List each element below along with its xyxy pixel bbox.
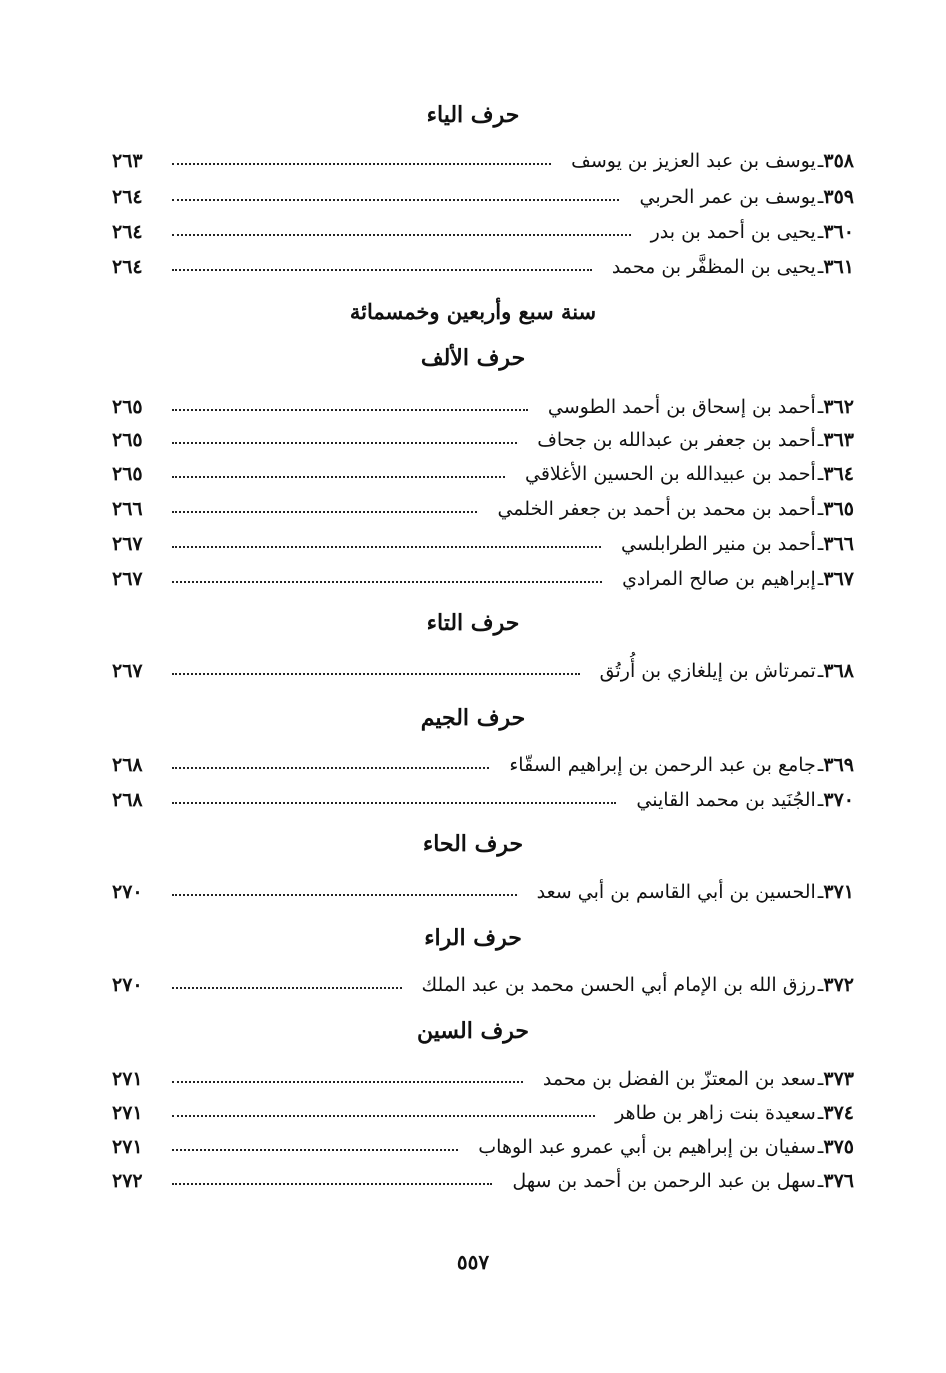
entry-page: ٢٦٤ [112, 186, 143, 208]
entry-separator: ـ [817, 221, 824, 243]
toc-entry[interactable] [112, 1132, 854, 1162]
dot-leader [172, 1081, 523, 1083]
entry-name: الجُنَيد بن محمد القايني [636, 789, 816, 811]
entry-page: ٢٧٢ [112, 1170, 143, 1192]
entry-separator: ـ [817, 789, 824, 811]
toc-entry[interactable] [112, 750, 854, 780]
entry-name: سعيدة بنت زاهر بن طاهر [615, 1102, 816, 1124]
entry-number: ٣٧٦ [823, 1170, 854, 1192]
entry-page: ٢٦٧ [112, 568, 143, 590]
entry-page: ٢٦٥ [112, 429, 143, 451]
dot-leader [172, 511, 477, 513]
dot-leader [172, 987, 402, 989]
entry-page: ٢٦٥ [112, 463, 143, 485]
dot-leader [172, 673, 580, 675]
entry-separator: ـ [817, 498, 824, 520]
entry-name: سهل بن عبد الرحمن بن أحمد بن سهل [512, 1170, 816, 1192]
toc-entry[interactable] [112, 1098, 854, 1128]
entry-page: ٢٦٧ [112, 660, 143, 682]
entry-name: يحيى بن أحمد بن بدر [650, 221, 816, 243]
entry-separator: ـ [817, 881, 824, 903]
entry-name: الحسين بن أبي القاسم بن أبي سعد [536, 881, 816, 903]
section-heading: حرف الياء [426, 102, 520, 128]
entry-name: إبراهيم بن صالح المرادي [622, 568, 816, 590]
entry-number: ٣٦٧ [823, 568, 854, 590]
entry-number: ٣٦٩ [823, 754, 854, 776]
toc-entry[interactable] [112, 392, 854, 422]
entry-name: أحمد بن عبيدالله بن الحسين الأغلاقي [525, 463, 816, 485]
entry-number: ٣٥٨ [823, 150, 854, 172]
entry-number: ٣٧١ [823, 881, 854, 903]
entry-separator: ـ [817, 396, 824, 418]
entry-separator: ـ [817, 660, 824, 682]
section-heading: حرف الجيم [420, 705, 526, 731]
entry-number: ٣٦٤ [823, 463, 854, 485]
entry-page: ٢٦٣ [112, 150, 143, 172]
entry-separator: ـ [817, 568, 824, 590]
entry-name: أحمد بن منير الطرابلسي [621, 533, 816, 555]
dot-leader [172, 442, 517, 444]
section-heading: حرف التاء [426, 610, 520, 636]
toc-entry[interactable] [112, 252, 854, 282]
toc-entry[interactable] [112, 785, 854, 815]
toc-entry[interactable] [112, 459, 854, 489]
entry-number: ٣٧٥ [823, 1136, 854, 1158]
entry-name: سعد بن المعتزّ بن الفضل بن محمد [542, 1068, 816, 1090]
entry-name: يوسف بن عبد العزيز بن يوسف [571, 150, 816, 172]
toc-entry[interactable] [112, 970, 854, 1000]
entry-name: أحمد بن إسحاق بن أحمد الطوسي [547, 396, 816, 418]
year-heading: سنة سبع وأربعين وخمسمائة [349, 299, 597, 324]
entry-separator: ـ [817, 150, 824, 172]
entry-number: ٣٦٣ [823, 429, 854, 451]
entry-name: جامع بن عبد الرحمن بن إبراهيم السقّاء [509, 754, 816, 776]
section-heading: حرف الراء [424, 925, 522, 951]
dot-leader [172, 546, 601, 548]
entry-number: ٣٧٠ [823, 789, 854, 811]
entry-separator: ـ [817, 429, 824, 451]
entry-number: ٣٦٥ [823, 498, 854, 520]
entry-page: ٢٧٠ [112, 974, 143, 996]
toc-entry[interactable] [112, 425, 854, 455]
entry-number: ٣٧٣ [823, 1068, 854, 1090]
toc-entry[interactable] [112, 1064, 854, 1094]
dot-leader [172, 409, 528, 411]
entry-page: ٢٦٤ [112, 221, 143, 243]
entry-page: ٢٧١ [112, 1102, 143, 1124]
dot-leader [172, 199, 619, 201]
entry-number: ٣٦٦ [823, 533, 854, 555]
entry-separator: ـ [817, 1068, 824, 1090]
dot-leader [172, 1115, 595, 1117]
entry-name: يحيى بن المظفَّر بن محمد [611, 256, 816, 278]
entry-page: ٢٧٠ [112, 881, 143, 903]
entry-page: ٢٦٨ [112, 789, 143, 811]
entry-name: يوسف بن عمر الحربي [639, 186, 816, 208]
toc-entry[interactable] [112, 494, 854, 524]
entry-page: ٢٦٤ [112, 256, 143, 278]
toc-entry[interactable] [112, 217, 854, 247]
entry-name: سفيان بن إبراهيم بن أبي عمرو عبد الوهاب [478, 1136, 816, 1158]
dot-leader [172, 581, 602, 583]
entry-page: ٢٦٦ [112, 498, 143, 520]
toc-entry[interactable] [112, 1166, 854, 1196]
entry-number: ٣٥٩ [823, 186, 854, 208]
dot-leader [172, 1183, 492, 1185]
dot-leader [172, 234, 631, 236]
entry-separator: ـ [817, 256, 824, 278]
entry-number: ٣٦٠ [823, 221, 854, 243]
entry-page: ٢٦٨ [112, 754, 143, 776]
toc-entry[interactable] [112, 656, 854, 686]
entry-name: تمرتاش بن إيلغازي بن أُرتُق [599, 660, 816, 682]
entry-separator: ـ [817, 1136, 824, 1158]
entry-number: ٣٧٢ [823, 974, 854, 996]
toc-entry[interactable] [112, 182, 854, 212]
entry-separator: ـ [817, 1170, 824, 1192]
section-heading: حرف الألف [420, 345, 526, 371]
entry-page: ٢٧١ [112, 1136, 143, 1158]
entry-name: أحمد بن محمد بن أحمد بن جعفر الخلمي [497, 498, 816, 520]
page-number: ٥٥٧ [456, 1250, 490, 1274]
entry-separator: ـ [817, 754, 824, 776]
dot-leader [172, 1149, 458, 1151]
toc-entry[interactable] [112, 146, 854, 176]
dot-leader [172, 894, 517, 896]
entry-separator: ـ [817, 186, 824, 208]
entry-number: ٣٦٢ [823, 396, 854, 418]
dot-leader [172, 767, 489, 769]
entry-page: ٢٦٧ [112, 533, 143, 555]
entry-name: أحمد بن جعفر بن عبدالله بن جحاف [537, 429, 816, 451]
entry-page: ٢٦٥ [112, 396, 143, 418]
section-heading: حرف الحاء [422, 831, 524, 857]
toc-entry[interactable] [112, 564, 854, 594]
entry-name: رزق الله بن الإمام أبي الحسن محمد بن عبد الملك [421, 974, 816, 996]
toc-entry[interactable] [112, 529, 854, 559]
dot-leader [172, 802, 616, 804]
dot-leader [172, 269, 592, 271]
dot-leader [172, 163, 551, 165]
entry-separator: ـ [817, 533, 824, 555]
entry-separator: ـ [817, 1102, 824, 1124]
entry-page: ٢٧١ [112, 1068, 143, 1090]
entry-number: ٣٦٨ [823, 660, 854, 682]
entry-number: ٣٧٤ [823, 1102, 854, 1124]
toc-entry[interactable] [112, 877, 854, 907]
entry-separator: ـ [817, 463, 824, 485]
dot-leader [172, 476, 505, 478]
entry-number: ٣٦١ [823, 256, 854, 278]
section-heading: حرف السين [416, 1018, 530, 1044]
entry-separator: ـ [817, 974, 824, 996]
